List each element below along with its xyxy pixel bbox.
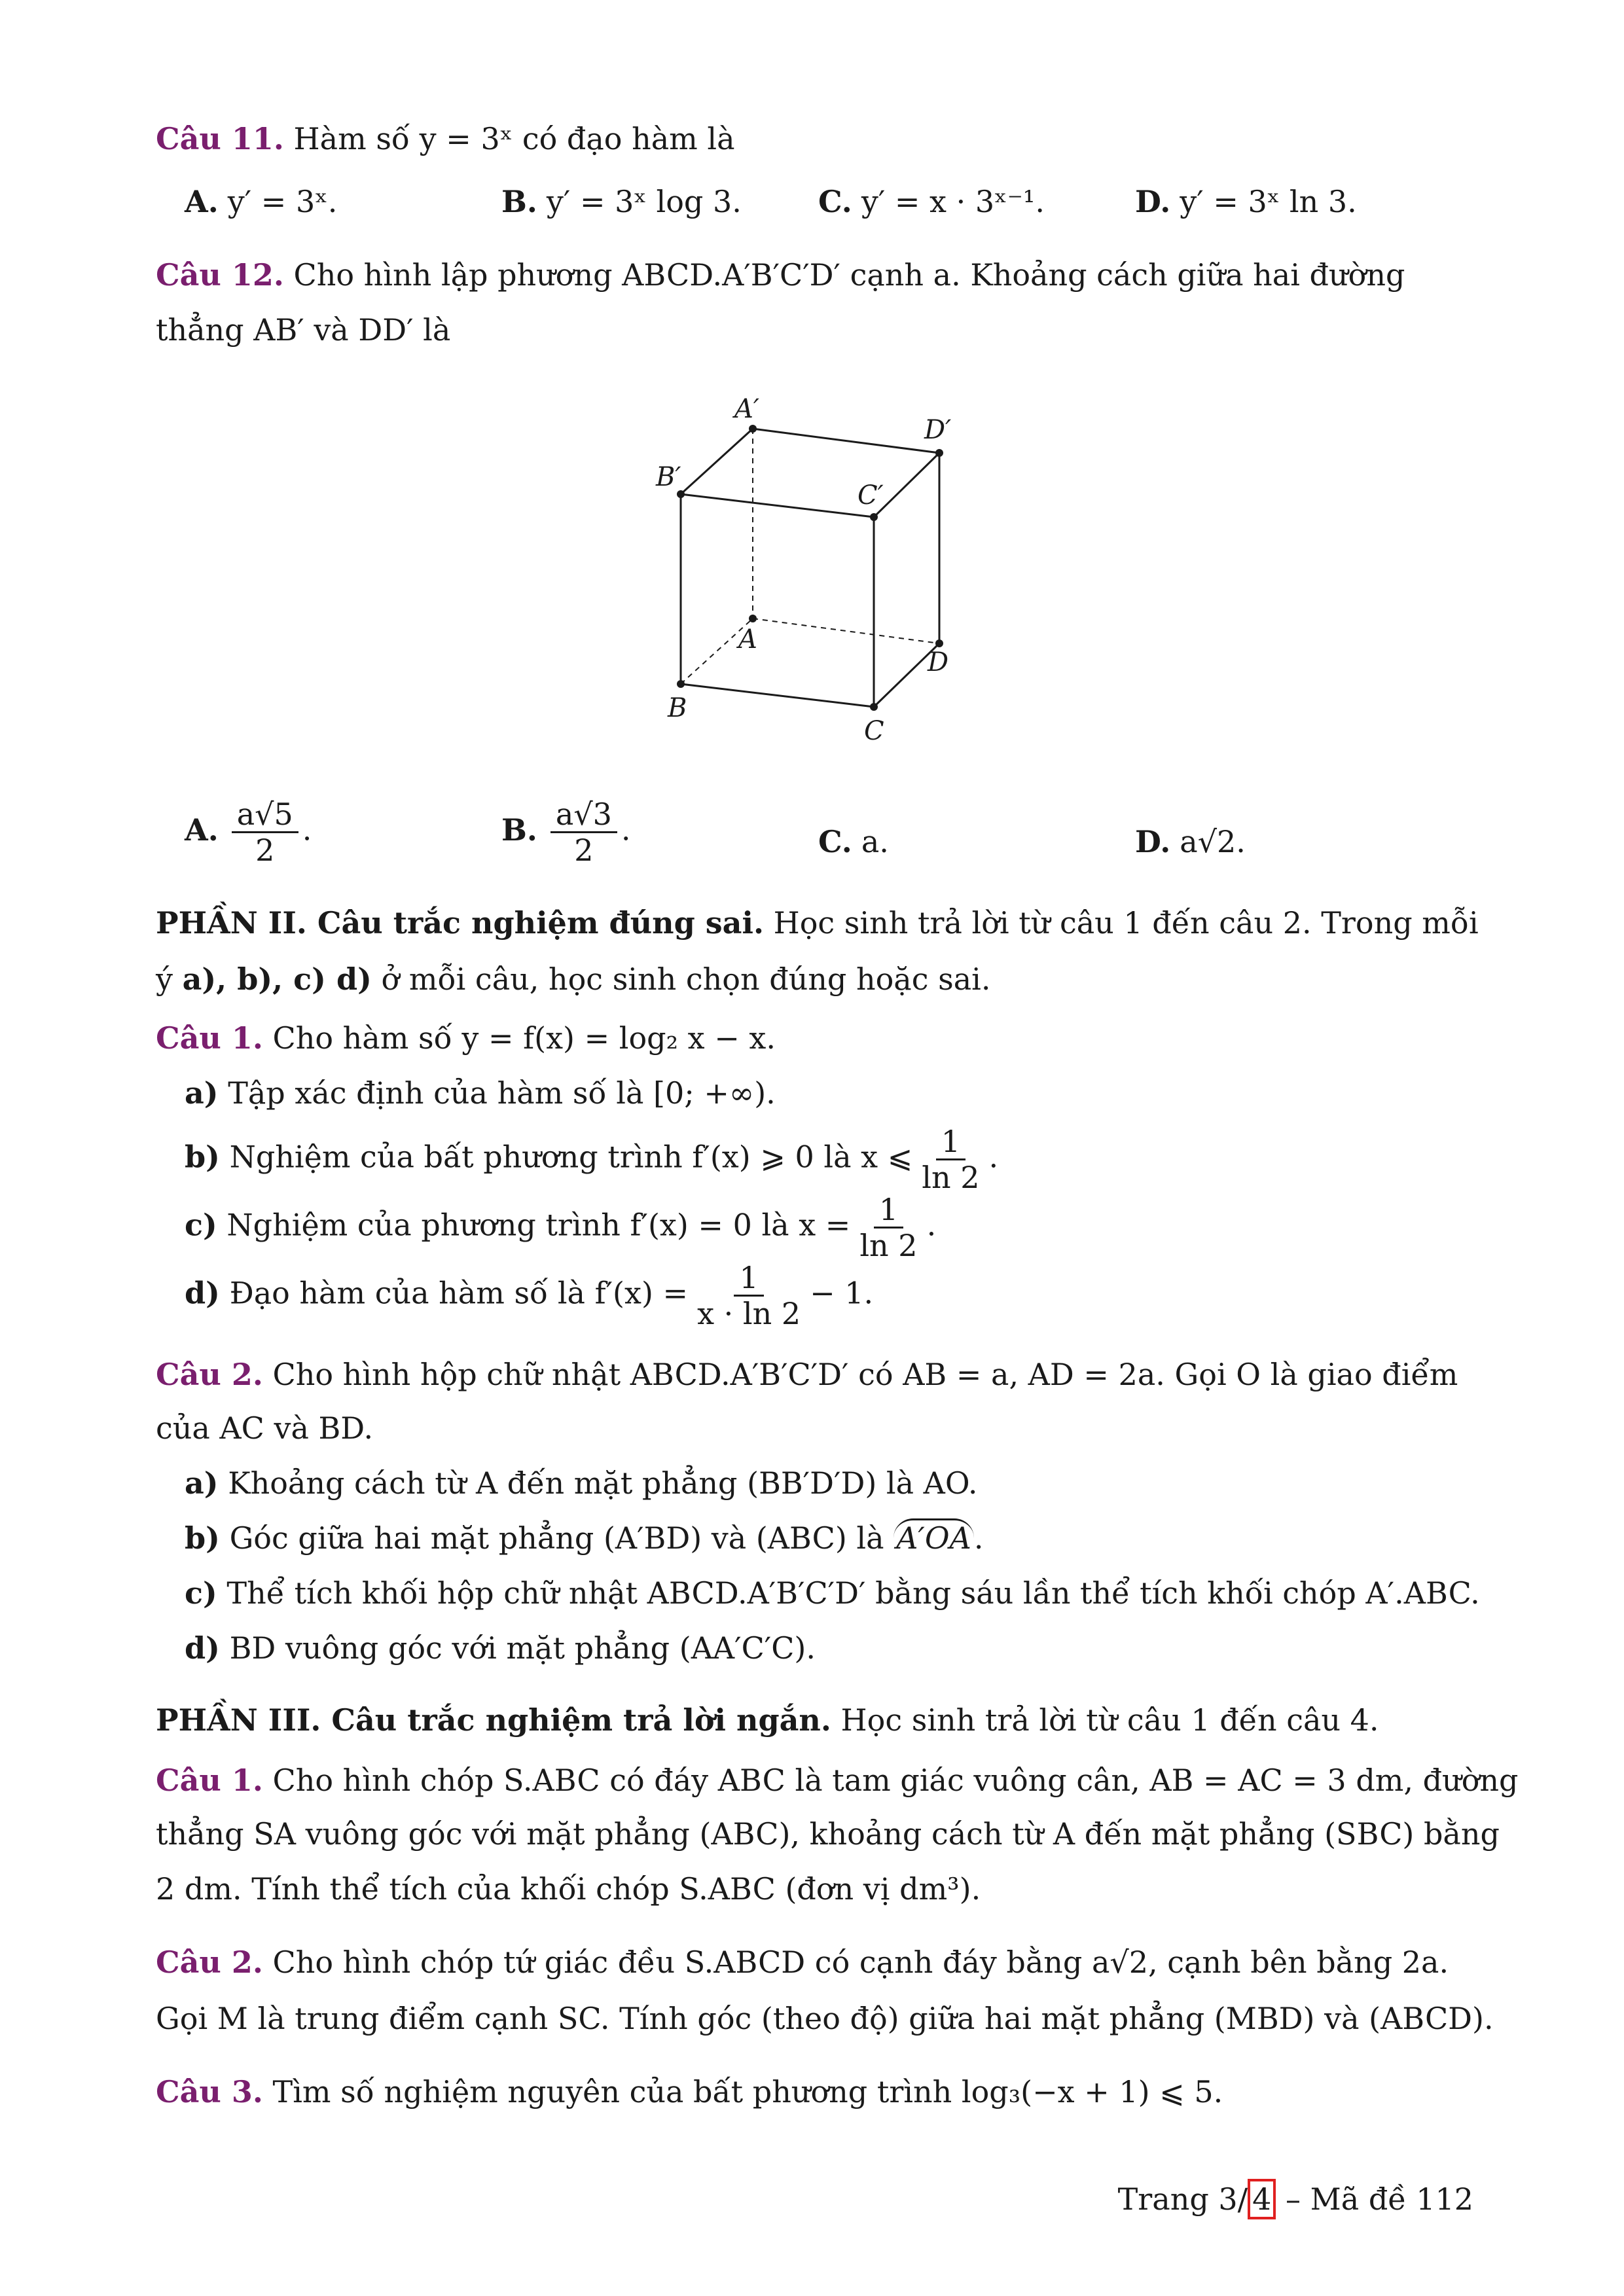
numerator: a√5 xyxy=(232,797,298,833)
statement-label: d) xyxy=(185,1275,220,1311)
statement-text: Đạo hàm của hàm số là f′(x) = xyxy=(229,1275,689,1311)
option-text: a√2. xyxy=(1180,824,1246,859)
q12-option-c[interactable] xyxy=(818,822,889,861)
part2-question-2-cont xyxy=(156,1408,373,1448)
statement-b[interactable] xyxy=(185,1518,983,1558)
statement-text: Khoảng cách từ A đến mặt phẳng (BB′D′D) là AO. xyxy=(228,1465,978,1501)
q12-option-b[interactable] xyxy=(501,797,631,867)
question-text: Cho hình hộp chữ nhật ABCD.A′B′C′D′ có AB = a, AD = 2a. Gọi O là giao điểm xyxy=(272,1357,1458,1392)
part3-question-3 xyxy=(156,2072,1223,2111)
page-footer xyxy=(1118,2179,1473,2219)
vertex xyxy=(749,615,757,622)
part3-question-1-cont xyxy=(156,1814,1500,1854)
denominator: 2 xyxy=(255,833,275,868)
question-text: của AC và BD. xyxy=(156,1410,374,1446)
q11-option-c[interactable] xyxy=(818,182,1045,221)
exam-code: – Mã đề 112 xyxy=(1276,2181,1473,2217)
vertex-label: C′ xyxy=(857,480,884,511)
text: ở mỗi câu, học sinh chọn đúng hoặc sai. xyxy=(371,961,991,997)
q11-option-d[interactable] xyxy=(1135,182,1357,221)
option-label: A. xyxy=(185,812,219,848)
vertex-label: A xyxy=(738,624,757,655)
statement-label: a) xyxy=(185,1465,219,1501)
edge xyxy=(681,684,874,707)
hidden-edge xyxy=(753,619,939,643)
option-label: D. xyxy=(1135,824,1171,859)
part-instructions: Học sinh trả lời từ câu 1 đến câu 2. Trong mỗi xyxy=(763,905,1479,941)
option-text: y′ = 3ˣ log 3. xyxy=(546,184,742,219)
statement-label: c) xyxy=(185,1575,217,1611)
vertex-label: B′ xyxy=(656,462,681,492)
vertex-label: D′ xyxy=(924,415,952,445)
angle-symbol: A′OA xyxy=(893,1518,974,1556)
statement-label: d) xyxy=(185,1630,220,1666)
statement-text: Góc giữa hai mặt phẳng (A′BD) và (ABC) là xyxy=(229,1520,884,1556)
part3-question-1 xyxy=(156,1761,1518,1800)
statement-tail: . xyxy=(988,1139,999,1175)
statement-text: Nghiệm của phương trình f′(x) = 0 là x = xyxy=(226,1207,851,1243)
question-12 xyxy=(156,255,1405,295)
vertex-label: B xyxy=(668,693,687,723)
edge xyxy=(681,494,874,517)
option-label: B. xyxy=(501,184,537,219)
option-label: D. xyxy=(1135,184,1171,219)
q12-option-a[interactable] xyxy=(185,797,312,867)
option-text: y′ = 3ˣ ln 3. xyxy=(1180,184,1357,219)
statement-tail: . xyxy=(973,1520,984,1556)
statement-b[interactable] xyxy=(185,1124,998,1194)
vertex xyxy=(935,449,943,457)
vertex xyxy=(870,513,878,521)
option-label: C. xyxy=(818,824,852,859)
question-text: Gọi M là trung điểm cạnh SC. Tính góc (theo độ) giữa hai mặt phẳng (MBD) và (ABCD). xyxy=(156,2001,1494,2036)
q12-option-d[interactable] xyxy=(1135,822,1246,861)
fraction xyxy=(232,797,298,867)
statement-tail: − 1. xyxy=(810,1275,874,1311)
question-text: Cho hình chóp tứ giác đều S.ABCD có cạnh đáy bằng a√2, cạnh bên bằng 2a. xyxy=(272,1945,1449,1980)
numerator: 1 xyxy=(734,1261,763,1297)
fraction xyxy=(854,1193,922,1263)
part-instructions: Học sinh trả lời từ câu 1 đến câu 4. xyxy=(831,1702,1379,1738)
vertex xyxy=(870,703,878,711)
question-text: thẳng AB′ và DD′ là xyxy=(156,312,451,348)
statement-a[interactable] xyxy=(185,1073,776,1113)
vertex xyxy=(935,639,943,647)
statement-c[interactable] xyxy=(185,1193,936,1263)
denominator: ln 2 xyxy=(922,1160,980,1195)
question-label: Câu 2. xyxy=(156,1945,263,1980)
part-2-heading xyxy=(156,903,1479,942)
statement-label: c) xyxy=(185,1207,217,1243)
edge xyxy=(753,429,939,453)
question-label: Câu 1. xyxy=(156,1020,263,1056)
question-label: Câu 11. xyxy=(156,121,284,156)
question-label: Câu 3. xyxy=(156,2074,263,2109)
vertex-label: A′ xyxy=(734,394,759,424)
fraction xyxy=(692,1261,806,1331)
text-bold: a), b), c) d) xyxy=(182,961,372,997)
q11-option-b[interactable] xyxy=(501,182,742,221)
statement-c[interactable] xyxy=(185,1573,1480,1613)
question-text: Hàm số y = 3ˣ có đạo hàm là xyxy=(293,121,735,156)
statement-label: b) xyxy=(185,1139,220,1175)
q11-option-a[interactable] xyxy=(185,182,337,221)
denominator: 2 xyxy=(574,833,594,868)
question-text: Cho hình lập phương ABCD.A′B′C′D′ cạnh a. Khoảng cách giữa hai đường xyxy=(293,257,1405,293)
text: ý xyxy=(156,961,183,997)
edge xyxy=(874,453,939,517)
option-label: C. xyxy=(818,184,852,219)
page-number-prefix: Trang 3/ xyxy=(1117,2181,1248,2217)
question-12-cont xyxy=(156,310,450,350)
option-label: B. xyxy=(501,812,537,848)
question-text: Cho hàm số y = f(x) = log₂ x − x. xyxy=(272,1020,776,1056)
part-title: PHẦN II. Câu trắc nghiệm đúng sai. xyxy=(156,905,764,941)
part3-question-2-cont xyxy=(156,1999,1494,2038)
option-text: y′ = 3ˣ. xyxy=(227,184,338,219)
cube-figure xyxy=(641,386,982,753)
question-text: 2 dm. Tính thể tích của khối chóp S.ABC (đơn vị dm³). xyxy=(156,1871,981,1907)
statement-tail: . xyxy=(926,1207,937,1243)
question-label: Câu 1. xyxy=(156,1763,263,1798)
question-text: Cho hình chóp S.ABC có đáy ABC là tam giác vuông cân, AB = AC = 3 dm, đường xyxy=(272,1763,1519,1798)
fraction xyxy=(550,797,617,867)
fraction xyxy=(916,1124,984,1194)
question-label: Câu 12. xyxy=(156,257,284,293)
part3-question-2 xyxy=(156,1943,1449,1982)
statement-text: Tập xác định của hàm số là [0; +∞). xyxy=(228,1075,776,1111)
question-text: Tìm số nghiệm nguyên của bất phương trình log₃(−x + 1) ⩽ 5. xyxy=(272,2074,1223,2109)
statement-text: Nghiệm của bất phương trình f′(x) ⩾ 0 là x ⩽ xyxy=(229,1139,913,1175)
option-text: a. xyxy=(861,824,889,859)
numerator: 1 xyxy=(936,1124,965,1160)
numerator: 1 xyxy=(874,1193,903,1229)
vertex xyxy=(749,425,757,433)
option-tail: . xyxy=(621,812,631,848)
vertex-label: C xyxy=(864,716,884,746)
option-tail: . xyxy=(302,812,312,848)
question-label: Câu 2. xyxy=(156,1357,263,1392)
question-text: thẳng SA vuông góc với mặt phẳng (ABC), khoảng cách từ A đến mặt phẳng (SBC) bằng xyxy=(156,1816,1500,1852)
part2-question-1 xyxy=(156,1018,776,1058)
page-total: 4 xyxy=(1248,2179,1276,2219)
statement-text: Thể tích khối hộp chữ nhật ABCD.A′B′C′D′ bằng sáu lần thể tích khối chóp A′.ABC. xyxy=(226,1575,1480,1611)
question-11 xyxy=(156,119,735,158)
option-text: y′ = x · 3ˣ⁻¹. xyxy=(861,184,1045,219)
part-3-heading xyxy=(156,1700,1379,1740)
denominator: x · ln 2 xyxy=(697,1296,801,1331)
vertex xyxy=(677,680,685,688)
denominator: ln 2 xyxy=(859,1228,918,1263)
statement-d[interactable] xyxy=(185,1261,873,1331)
part3-question-1-cont xyxy=(156,1869,981,1909)
edge xyxy=(681,429,753,494)
part2-question-2 xyxy=(156,1355,1458,1394)
numerator: a√3 xyxy=(550,797,617,833)
vertex-label: D xyxy=(928,647,949,677)
option-label: A. xyxy=(185,184,219,219)
statement-d[interactable] xyxy=(185,1628,816,1668)
part-2-heading-cont xyxy=(156,960,990,999)
statement-label: b) xyxy=(185,1520,220,1556)
statement-a[interactable] xyxy=(185,1463,978,1503)
statement-label: a) xyxy=(185,1075,219,1111)
statement-text: BD vuông góc với mặt phẳng (AA′C′C). xyxy=(229,1630,816,1666)
part-title: PHẦN III. Câu trắc nghiệm trả lời ngắn. xyxy=(156,1702,831,1738)
